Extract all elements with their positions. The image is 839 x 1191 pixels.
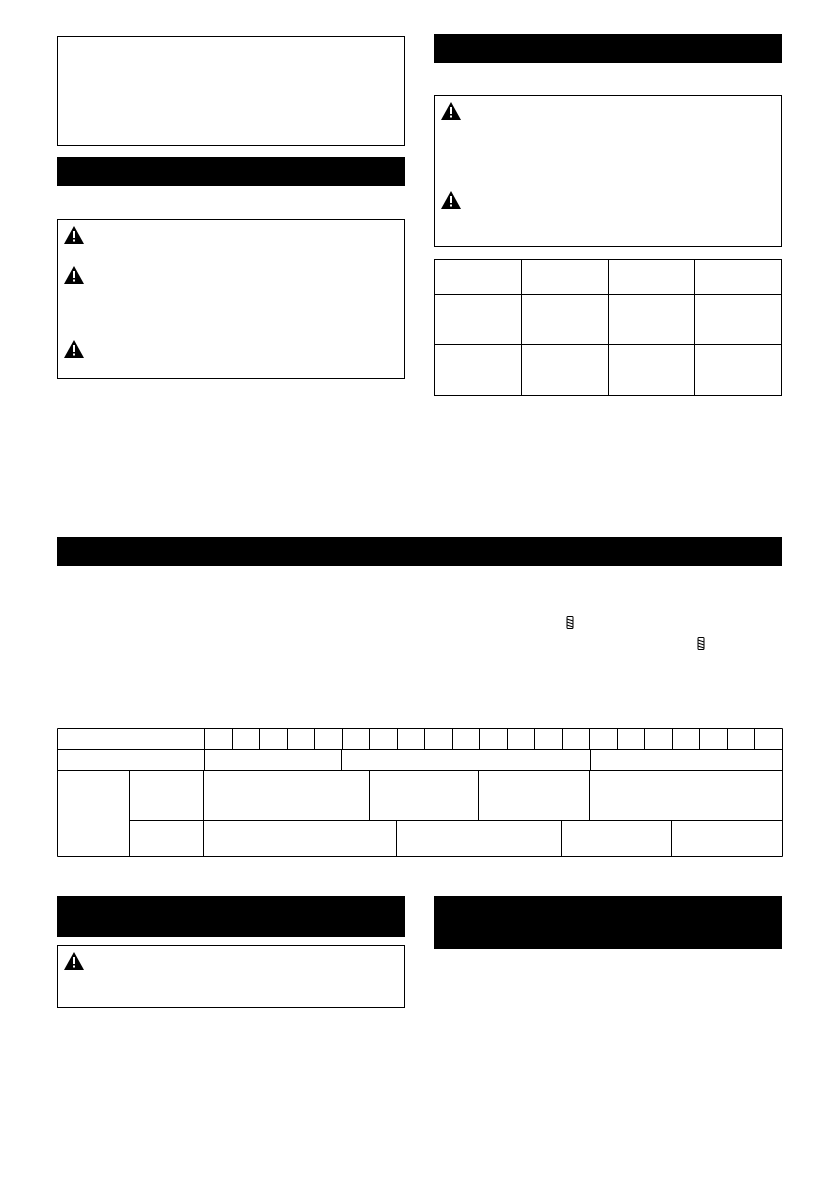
warning-box-right (434, 95, 782, 247)
table-cell (435, 345, 522, 396)
section-header-right (434, 34, 782, 63)
table-cell (521, 345, 608, 396)
table-cell (695, 345, 782, 396)
table-cell (608, 345, 695, 396)
table-cell (521, 260, 608, 295)
warning-box-left (57, 219, 405, 379)
right-table (434, 259, 782, 396)
notice-box (57, 36, 405, 146)
warning-triangle-icon (64, 266, 84, 284)
full-width-table (57, 728, 783, 857)
table-cell (521, 295, 608, 345)
section-header-left (57, 157, 405, 186)
table-cell (608, 295, 695, 345)
section-header-bottom-left (57, 896, 405, 937)
table-cell (435, 295, 522, 345)
warning-triangle-icon (441, 191, 461, 209)
table-cell (608, 260, 695, 295)
warning-triangle-icon (64, 340, 84, 358)
warning-triangle-icon (441, 102, 461, 120)
drill-bit-icon (566, 616, 574, 629)
warning-box-bottom-left (57, 945, 405, 1008)
warning-triangle-icon (64, 226, 84, 244)
table-cell (695, 260, 782, 295)
drill-bit-icon (697, 637, 705, 650)
section-header-full (57, 537, 782, 566)
table-cell (695, 295, 782, 345)
table-cell (435, 260, 522, 295)
section-header-bottom-right (434, 896, 782, 949)
warning-triangle-icon (64, 952, 84, 970)
